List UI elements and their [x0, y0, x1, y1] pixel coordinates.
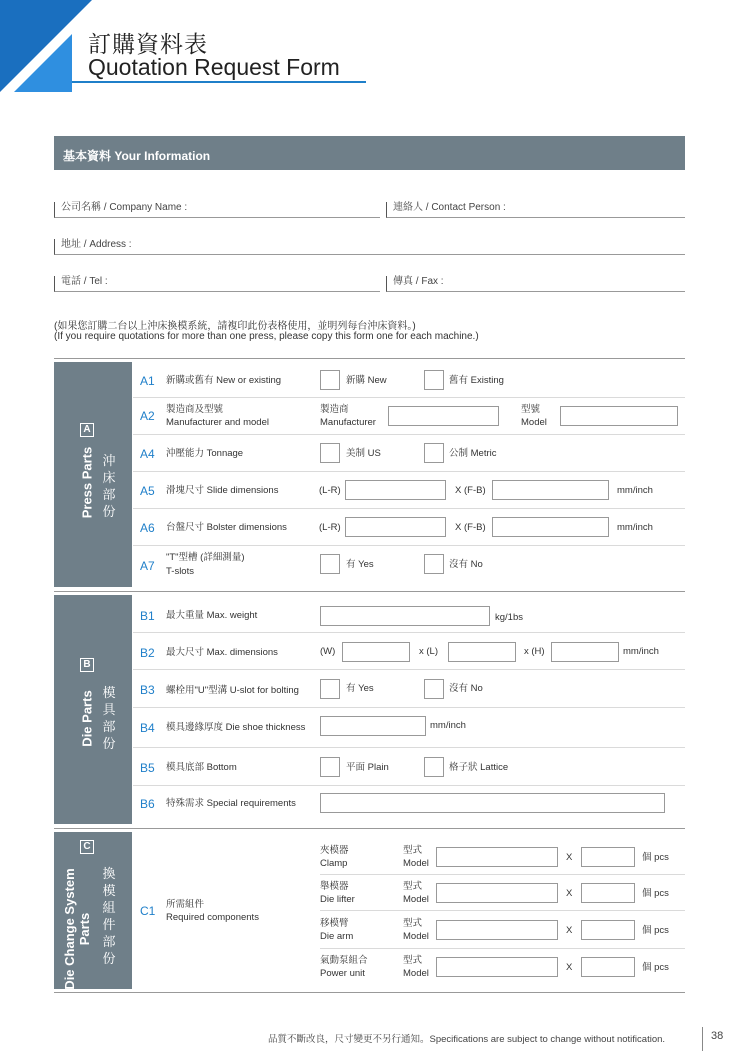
slide-lr-input[interactable]	[345, 480, 446, 500]
lattice-option-label: 格子狀 Lattice	[449, 762, 509, 773]
page-title-cn: 訂購資料表	[88, 32, 208, 58]
row-label-c1-cn: 所需組件	[166, 899, 205, 910]
row-label-a2-cn: 製造商及型號	[166, 404, 224, 415]
divider	[54, 992, 685, 993]
die-arm-model-input[interactable]	[436, 920, 558, 940]
lr-label: (L-R)	[319, 485, 341, 496]
address-field[interactable]: 地址 / Address :	[54, 239, 685, 255]
us-option-label: 美制 US	[346, 448, 381, 459]
metric-option-label: 公制 Metric	[449, 448, 497, 459]
pcs-label: 個 pcs	[642, 962, 669, 973]
bolster-fb-input[interactable]	[492, 517, 609, 537]
clamp-model-input[interactable]	[436, 847, 558, 867]
fax-field[interactable]: 傳真 / Fax :	[386, 276, 685, 292]
footer-notice: 品質不斷改良，尺寸變更不另行通知。Specifications are subject to change without notification.	[268, 1034, 666, 1045]
section-b-title-cn: 模 具 部 份	[102, 686, 116, 752]
tslot-no-checkbox[interactable]	[424, 554, 444, 574]
model-input[interactable]	[560, 406, 678, 426]
section-a-title-cn: 沖 床 部 份	[102, 454, 116, 520]
title-underline	[72, 81, 366, 83]
unit-label: mm/inch	[617, 485, 653, 496]
model-label-en: Model	[521, 417, 547, 428]
model-label-cn: 型號	[521, 404, 541, 415]
model-label-cn: 型式	[403, 918, 423, 929]
row-divider	[133, 632, 685, 633]
company-name-field[interactable]: 公司名稱 / Company Name :	[54, 202, 380, 218]
length-input[interactable]	[448, 642, 516, 662]
uslot-no-checkbox[interactable]	[424, 679, 444, 699]
divider	[54, 828, 685, 829]
component-name-cn: 夾模器	[320, 845, 349, 856]
new-option-label: 新購 New	[346, 375, 387, 386]
row-code-a1: A1	[140, 374, 155, 388]
unit-label: mm/inch	[623, 646, 659, 657]
bolster-lr-input[interactable]	[345, 517, 446, 537]
pcs-label: 個 pcs	[642, 925, 669, 936]
tslot-yes-checkbox[interactable]	[320, 554, 340, 574]
weight-unit-label: kg/1bs	[495, 612, 523, 623]
row-label-a5: 滑塊尺寸 Slide dimensions	[166, 485, 279, 496]
yes-option-label: 有 Yes	[346, 683, 374, 694]
section-c-title-en-line2: Parts	[77, 912, 92, 946]
section-c-title-cn: 換 模 組 件 部 份	[102, 867, 116, 967]
row-code-a2: A2	[140, 409, 155, 423]
model-label-cn: 型式	[403, 881, 423, 892]
row-label-a6: 台盤尺寸 Bolster dimensions	[166, 522, 287, 533]
row-code-a4: A4	[140, 447, 155, 461]
row-code-a6: A6	[140, 521, 155, 535]
info-section-header: 基本資料 Your Information	[54, 136, 685, 170]
note-en: (If you require quotations for more than one press, please copy this form one for each machine.)	[54, 331, 479, 342]
times-label: X	[566, 852, 573, 863]
us-checkbox[interactable]	[320, 443, 340, 463]
l-label: x (L)	[419, 646, 438, 657]
note-cn: (如果您訂購二台以上沖床換模系統，請複印此份表格使用，並明列每台沖床資料。)	[54, 321, 416, 332]
section-b-letter: B	[80, 658, 94, 672]
contact-person-field[interactable]: 連絡人 / Contact Person :	[386, 202, 685, 218]
model-label-cn: 型式	[403, 955, 423, 966]
row-label-a4: 沖壓能力 Tonnage	[166, 448, 244, 459]
existing-checkbox[interactable]	[424, 370, 444, 390]
section-c-letter: C	[80, 840, 94, 854]
model-label-en: Model	[403, 894, 429, 905]
section-b-sidebar	[54, 595, 132, 824]
row-label-b5: 模具底部 Bottom	[166, 762, 237, 773]
power-unit-qty-input[interactable]	[581, 957, 635, 977]
row-code-b5: B5	[140, 761, 155, 775]
new-checkbox[interactable]	[320, 370, 340, 390]
tel-field[interactable]: 電話 / Tel :	[54, 276, 380, 292]
die-lifter-model-input[interactable]	[436, 883, 558, 903]
corner-decoration	[0, 0, 92, 92]
model-label-en: Model	[403, 931, 429, 942]
power-unit-model-input[interactable]	[436, 957, 558, 977]
section-c-title-en-line1: Die Change System	[62, 868, 77, 990]
section-a-letter: A	[80, 423, 94, 437]
component-name-en: Power unit	[320, 968, 365, 979]
component-name-cn: 氣動泵組合	[320, 955, 368, 966]
row-code-b2: B2	[140, 646, 155, 660]
metric-checkbox[interactable]	[424, 443, 444, 463]
row-code-b3: B3	[140, 683, 155, 697]
h-label: x (H)	[524, 646, 545, 657]
plain-option-label: 平面 Plain	[346, 762, 389, 773]
footer-separator	[702, 1027, 703, 1051]
w-label: (W)	[320, 646, 336, 657]
row-divider	[133, 707, 685, 708]
row-divider	[133, 471, 685, 472]
plain-checkbox[interactable]	[320, 757, 340, 777]
row-code-a5: A5	[140, 484, 155, 498]
lr-label: (L-R)	[319, 522, 341, 533]
height-input[interactable]	[551, 642, 619, 662]
die-arm-qty-input[interactable]	[581, 920, 635, 940]
section-a-title-en: Press Parts	[79, 446, 95, 519]
row-divider	[133, 669, 685, 670]
times-label: X	[566, 888, 573, 899]
component-name-cn: 舉模器	[320, 881, 349, 892]
page-number: 38	[711, 1030, 724, 1042]
width-input[interactable]	[342, 642, 410, 662]
row-label-b3: 螺栓用"U"型溝 U-slot for bolting	[166, 685, 299, 696]
max-weight-input[interactable]	[320, 606, 490, 626]
divider	[54, 591, 685, 592]
clamp-qty-input[interactable]	[581, 847, 635, 867]
row-label-c1-en: Required components	[166, 912, 259, 923]
row-divider	[133, 747, 685, 748]
lattice-checkbox[interactable]	[424, 757, 444, 777]
no-option-label: 沒有 No	[449, 559, 483, 570]
row-divider	[133, 508, 685, 509]
component-name-en: Die lifter	[320, 894, 355, 905]
times-label: X	[566, 962, 573, 973]
row-divider	[320, 874, 685, 875]
section-c-title-en	[62, 864, 92, 994]
row-code-b4: B4	[140, 721, 155, 735]
row-label-b6: 特殊需求 Special requirements	[166, 798, 296, 809]
manufacturer-input[interactable]	[388, 406, 499, 426]
component-name-en: Die arm	[320, 931, 354, 942]
unit-label: mm/inch	[430, 720, 466, 731]
die-lifter-qty-input[interactable]	[581, 883, 635, 903]
model-label-cn: 型式	[403, 845, 423, 856]
times-label: X	[566, 925, 573, 936]
model-label-en: Model	[403, 968, 429, 979]
section-b-title-en: Die Parts	[79, 690, 95, 747]
uslot-yes-checkbox[interactable]	[320, 679, 340, 699]
fb-label: X (F-B)	[455, 485, 486, 496]
existing-option-label: 舊有 Existing	[449, 375, 504, 386]
manufacturer-label-cn: 製造商	[320, 404, 349, 415]
special-requirements-input[interactable]	[320, 793, 665, 813]
row-code-a7: A7	[140, 559, 155, 573]
row-label-b2: 最大尺寸 Max. dimensions	[166, 647, 278, 658]
section-a-sidebar	[54, 362, 132, 587]
row-divider	[320, 910, 685, 911]
model-label-en: Model	[403, 858, 429, 869]
row-code-b6: B6	[140, 797, 155, 811]
yes-option-label: 有 Yes	[346, 559, 374, 570]
slide-fb-input[interactable]	[492, 480, 609, 500]
manufacturer-label-en: Manufacturer	[320, 417, 376, 428]
row-code-c1: C1	[140, 904, 156, 918]
row-divider	[133, 545, 685, 546]
component-name-en: Clamp	[320, 858, 348, 869]
row-divider	[133, 434, 685, 435]
die-shoe-thickness-input[interactable]	[320, 716, 426, 736]
unit-label: mm/inch	[617, 522, 653, 533]
no-option-label: 沒有 No	[449, 683, 483, 694]
divider	[54, 358, 685, 359]
section-c-sidebar	[54, 832, 132, 989]
row-divider	[320, 948, 685, 949]
row-label-a2-en: Manufacturer and model	[166, 417, 269, 428]
row-label-b4: 模具邊緣厚度 Die shoe thickness	[166, 722, 306, 733]
row-label-b1: 最大重量 Max. weight	[166, 610, 258, 621]
row-divider	[133, 397, 685, 398]
fb-label: X (F-B)	[455, 522, 486, 533]
row-divider	[133, 785, 685, 786]
page-title-en: Quotation Request Form	[88, 54, 340, 80]
row-code-b1: B1	[140, 609, 155, 623]
pcs-label: 個 pcs	[642, 888, 669, 899]
row-label-a1: 新購或舊有 New or existing	[166, 375, 282, 386]
pcs-label: 個 pcs	[642, 852, 669, 863]
row-label-a7-en: T-slots	[166, 566, 194, 577]
component-name-cn: 移模臂	[320, 918, 349, 929]
row-label-a7-cn: "T"型槽 (詳細測量)	[166, 552, 245, 563]
